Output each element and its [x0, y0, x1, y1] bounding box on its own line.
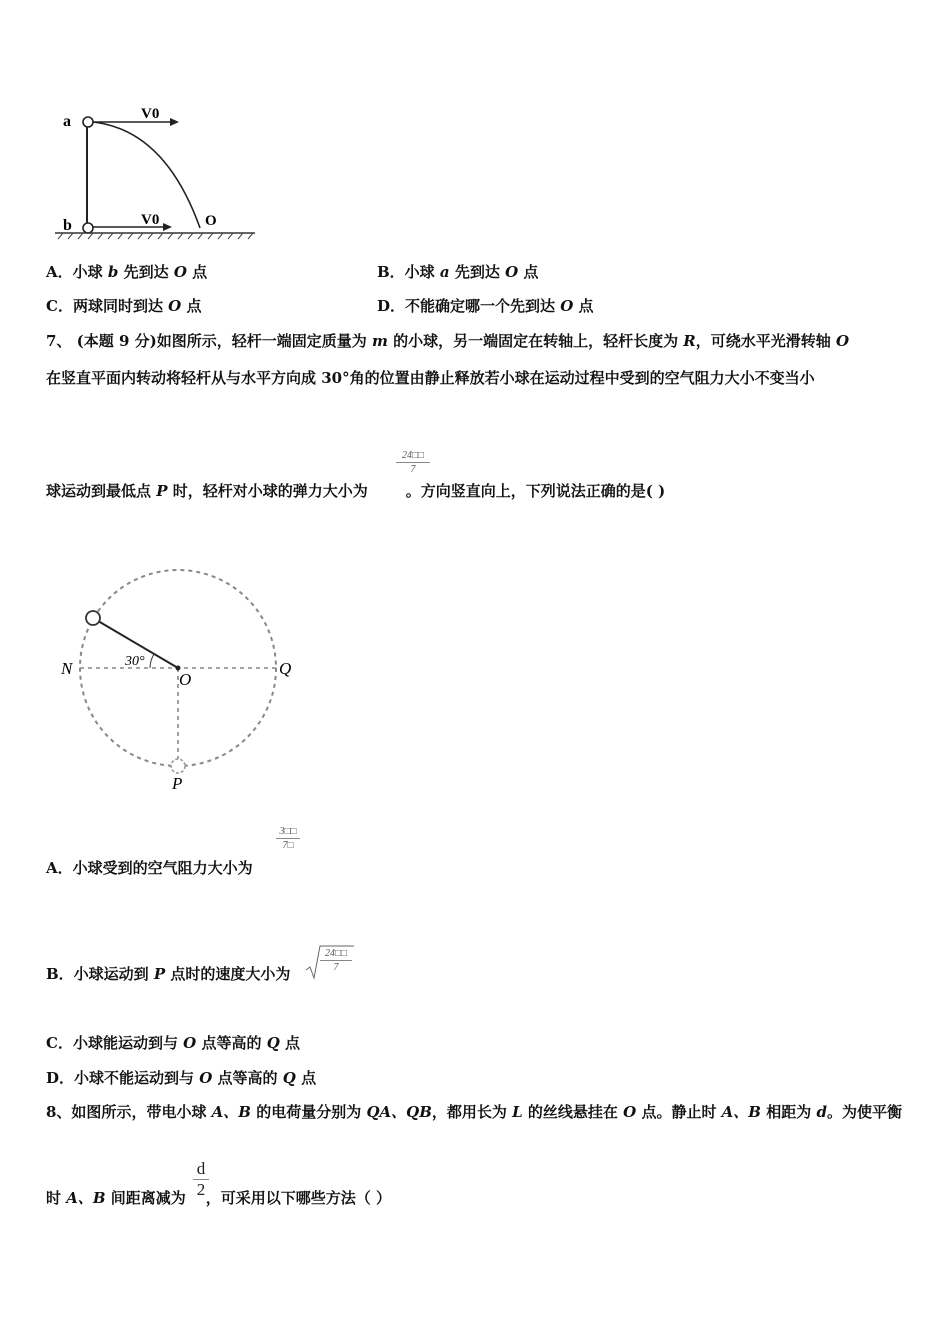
option-6b-suffix: 点	[518, 263, 539, 281]
label-v0-bottom: V0	[141, 212, 160, 228]
option-7c-a: C．小球能运动到与	[46, 1034, 184, 1052]
q8-line1-b: 的电荷量分别为	[251, 1103, 367, 1121]
q8-frac-num: d	[196, 1159, 206, 1178]
label-n: N	[61, 659, 73, 678]
option-7b-frac-den: 7	[333, 962, 339, 973]
q8-line2-c: ，可采用以下哪些方法（ ）	[205, 1189, 392, 1207]
option-7b-fraction	[320, 948, 352, 973]
option-6b-var2: O	[505, 263, 519, 281]
option-7b	[46, 963, 290, 984]
q8-var-ab2: A、B	[721, 1103, 761, 1121]
option-6d-var2: O	[560, 297, 574, 315]
q7-force-frac-num: 24□□	[401, 450, 425, 461]
q8-var-ab: A、B	[211, 1103, 251, 1121]
option-6a-var2: O	[173, 263, 187, 281]
option-6a-var: b	[107, 263, 119, 281]
q7-line2: 在竖直平面内转动将轻杆从与水平方向成 30°角的位置由静止释放若小球在运动过程中受到的空气阻力大小不变当小	[46, 369, 815, 387]
q8-var-d: d	[816, 1103, 827, 1121]
option-6b-var: a	[439, 263, 450, 281]
option-7c-c: 点	[279, 1034, 301, 1052]
option-7a-frac-den: 7□	[282, 840, 294, 851]
option-6d	[377, 295, 594, 316]
q8-var-l: L	[512, 1103, 523, 1121]
q8-line1-c: ，都用长为	[431, 1103, 513, 1121]
option-6c-suffix: 点	[181, 297, 202, 315]
q8-line1	[46, 1101, 902, 1122]
q8-line2-a: 时	[46, 1189, 67, 1207]
rotation-figure	[55, 560, 305, 795]
q8-line1-g: 。为使平衡	[826, 1103, 902, 1121]
label-angle: 30°	[125, 654, 145, 669]
option-7b-var: P	[153, 965, 166, 983]
label-o-center: O	[179, 670, 192, 689]
q7-line1-c: ，可绕水平光滑转轴	[695, 332, 836, 350]
option-6b-prefix: B．小球	[377, 263, 440, 281]
option-7c	[46, 1032, 300, 1053]
option-6c-var2: O	[168, 297, 182, 315]
option-7c-var: O	[183, 1034, 197, 1052]
q7-line1-b: 的小球，另一端固定在转轴上，轻杆长度为	[387, 332, 684, 350]
option-7c-var2: Q	[266, 1034, 280, 1052]
option-6a-prefix: A．小球	[46, 263, 108, 281]
q8-line2-b: 间距离减为	[105, 1189, 186, 1207]
q8-line1-d: 的丝线悬挂在	[522, 1103, 624, 1121]
q7-var-r: R	[683, 332, 696, 350]
label-q: Q	[279, 659, 292, 678]
option-6b-mid: 先到达	[449, 263, 506, 281]
label-a: a	[63, 113, 71, 130]
label-p: P	[172, 774, 183, 793]
option-6d-prefix: D．不能确定哪一个先到达	[377, 297, 561, 315]
q7-line1-a: 7、 (本题 9 分)如图所示，轻杆一端固定质量为	[46, 332, 372, 350]
label-v0-top: V0	[141, 106, 160, 122]
option-7a-fraction	[276, 826, 300, 851]
option-7d-a: D．小球不能运动到与	[46, 1069, 200, 1087]
q7-var-p: P	[156, 482, 168, 500]
option-7b-frac-num: 24□□	[324, 948, 348, 959]
label-o: O	[205, 213, 217, 229]
q8-line1-a: 8、如图所示，带电小球	[46, 1103, 212, 1121]
option-6d-suffix: 点	[573, 297, 594, 315]
q8-line1-e: 点。静止时	[636, 1103, 722, 1121]
q7-var-m: m	[371, 332, 388, 350]
option-7d-var2: Q	[282, 1069, 296, 1087]
option-6c	[46, 295, 201, 316]
projectile-figure	[55, 100, 265, 245]
label-b: b	[63, 217, 72, 234]
option-7d-b: 点等高的	[212, 1069, 283, 1087]
option-7d-c: 点	[295, 1069, 317, 1087]
option-6b	[377, 261, 538, 282]
option-6c-prefix: C．两球同时到达	[46, 297, 169, 315]
option-6a-suffix: 点	[186, 263, 208, 281]
option-7b-b: 点时的速度大小为	[165, 965, 291, 983]
q8-frac-den: 2	[196, 1180, 206, 1199]
option-7c-b: 点等高的	[196, 1034, 267, 1052]
q8-line1-f: 相距为	[761, 1103, 817, 1121]
q7-line3-a: 球运动到最低点	[46, 482, 157, 500]
q7-line3-b: 时，轻杆对小球的弹力大小为	[167, 482, 368, 500]
option-7a-frac-num: 3□□	[279, 826, 297, 837]
option-7b-a: B．小球运动到	[46, 965, 154, 983]
option-7a: A．小球受到的空气阻力大小为	[46, 859, 253, 877]
q7-line3-c: 。方向竖直向上，下列说法正确的是( )	[405, 482, 666, 500]
option-6a	[46, 261, 207, 282]
q7-force-fraction	[396, 450, 430, 475]
q7-var-o: O	[836, 332, 850, 350]
q8-var-q: QA、QB	[366, 1103, 432, 1121]
q8-var-o: O	[623, 1103, 637, 1121]
option-7d-var: O	[199, 1069, 213, 1087]
q8-line2	[46, 1187, 391, 1208]
q7-line3	[46, 480, 665, 501]
q8-var-ab3: A、B	[66, 1189, 106, 1207]
option-6a-mid: 先到达	[118, 263, 174, 281]
option-7d	[46, 1067, 316, 1088]
q7-line1	[46, 330, 849, 351]
q7-force-frac-den: 7	[410, 464, 416, 475]
